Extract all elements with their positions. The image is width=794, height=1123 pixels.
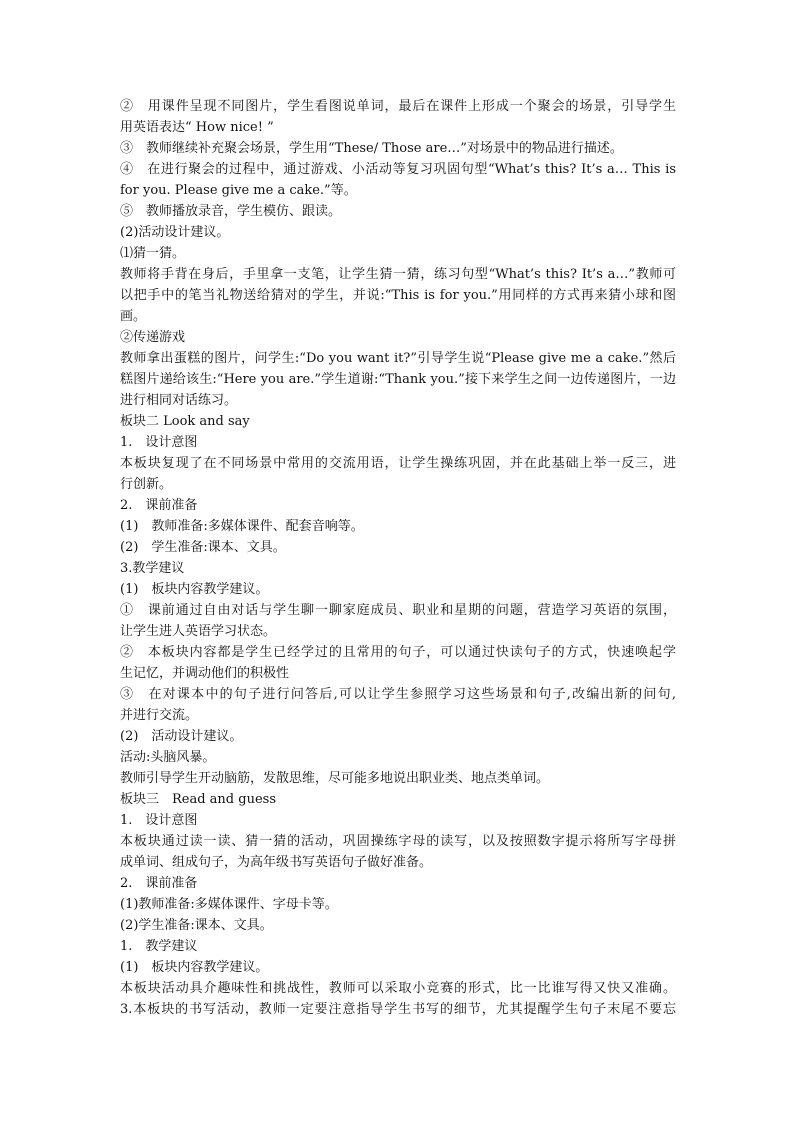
text-line: ⑤ 教师播放录音，学生模仿、跟读。 <box>120 204 342 219</box>
text-line: (2) 活动设计建议。 <box>120 729 243 744</box>
text-line: ④ 在进行聚会的过程中，通过游戏、小活动等复习巩固句型“What’s this? It’s a… This is <box>120 162 676 177</box>
text-line: 板块三 Read and guess <box>120 792 276 807</box>
text-line: 本板块活动具介趣味性和挑战性，教师可以采取小竞赛的形式，比一比谁写得又快又准确。 <box>120 981 676 996</box>
text-line: ② 用课件呈现不同图片，学生看图说单词，最后在课件上形成一个聚会的场景，引导学生 <box>120 99 676 114</box>
text-line: 1. 设计意图 <box>120 435 198 450</box>
text-line: 用英语表达“ How nice! ” <box>120 120 274 135</box>
text-line: 画。 <box>120 309 147 324</box>
text-line: for you. Please give me a cake.”等。 <box>120 183 357 198</box>
text-line: ⑴猜一猜。 <box>120 246 186 261</box>
text-line: 2. 课前准备 <box>120 876 198 891</box>
text-line: 1. 设计意图 <box>120 813 198 828</box>
text-line: 让学生进人英语学习状态。 <box>120 624 277 639</box>
text-line: 糕图片递给该生:“Here you are.”学生道谢:“Thank you.”接下来学生之间一边传递图片，一边 <box>120 372 676 387</box>
text-line: 成单词、组成句子，为高年级书写英语句子做好准备。 <box>120 855 433 870</box>
text-line: (1)教师准备:多媒体课件、字母卡等。 <box>120 897 338 912</box>
text-line: (1) 板块内容教学建议。 <box>120 582 269 597</box>
text-line: (2)学生准备:课本、文具。 <box>120 918 273 933</box>
text-line: 板块二 Look and say <box>120 414 250 429</box>
text-line: 本板块复现了在不同场景中常用的交流用语，让学生操练巩固，并在此基础上举一反三，进 <box>120 456 676 471</box>
text-line: ②传递游戏 <box>120 330 186 345</box>
text-line: (1) 教师准备:多媒体课件、配套音响等。 <box>120 519 364 534</box>
text-line: 并进行交流。 <box>120 708 199 723</box>
text-line: ① 课前通过自由对话与学生聊一聊家庭成员、职业和星期的问题，营造学习英语的氛围， <box>120 603 676 618</box>
text-line: 以把手中的笔当礼物送给猜对的学生，并说:“This is for you.”用同样的方式再来猜小球和图 <box>120 288 676 303</box>
document-page <box>120 96 676 1020</box>
text-line: 3.教学建议 <box>120 561 185 576</box>
text-line: ③ 在对课本中的句子进行问答后,可以让学生参照学习这些场景和句子,改编出新的问句, <box>120 687 676 702</box>
text-line: 教师将手背在身后，手里拿一支笔，让学生猜一猜，练习句型“What’s this? It’s a…”教师可 <box>120 267 676 282</box>
text-line: ③ 教师继续补充聚会场景，学生用“These/ Those are…”对场景中的物品进行描述。 <box>120 141 623 156</box>
text-line: 教师引导学生开动脑筋，发散思维，尽可能多地说出职业类、地点类单词。 <box>120 771 550 786</box>
text-line: (1) 板块内容教学建议。 <box>120 960 269 975</box>
text-line: 活动:头脑风暴。 <box>120 750 216 765</box>
text-line: 3.本板块的书写活动，教师一定要注意指导学生书写的细节，尤其提醒学生句子末尾不要忘 <box>120 1002 676 1017</box>
text-line: 2. 课前准备 <box>120 498 198 513</box>
text-line: ② 本板块内容都是学生已经学过的且常用的句子，可以通过快读句子的方式，快速唤起学 <box>120 645 676 660</box>
text-line: 行创新。 <box>120 477 173 492</box>
text-line: 1. 教学建议 <box>120 939 198 954</box>
text-line: 进行相同对话练习。 <box>120 393 238 408</box>
text-line: (2) 学生准备:课本、文具。 <box>120 540 286 555</box>
text-line: 教师拿出蛋糕的图片，问学生:“Do you want it?”引导学生说“Please give me a cake.”然后 <box>120 351 676 366</box>
text-line: 本板块通过读一读、猜一猜的活动，巩固操练字母的读写，以及按照数字提示将所写字母拼 <box>120 834 676 849</box>
text-line: (2)活动设计建议。 <box>120 225 230 240</box>
text-line: 生记忆，并调动他们的积极性 <box>120 666 290 681</box>
